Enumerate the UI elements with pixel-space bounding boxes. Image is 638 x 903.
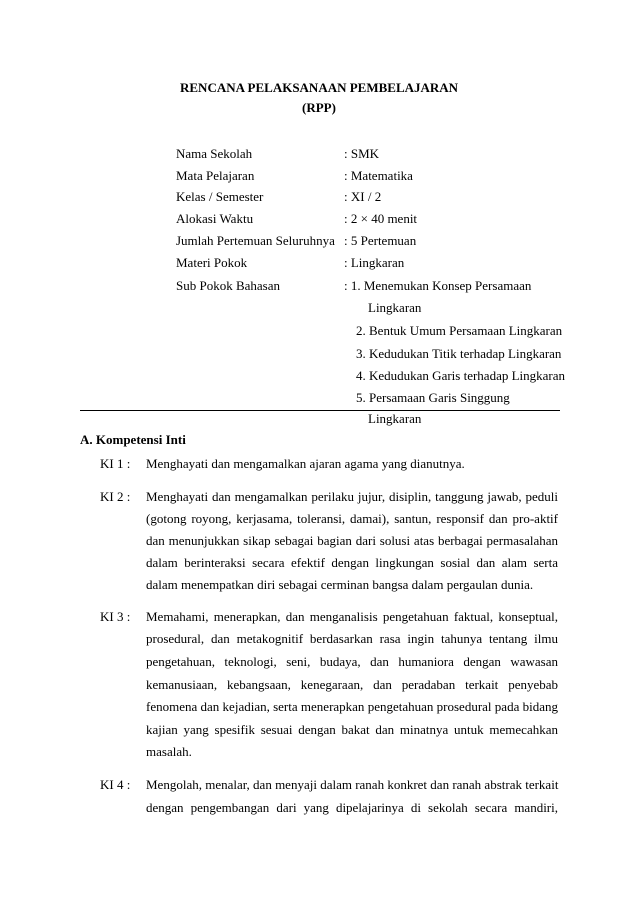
ki-text-line: dan menunjukkan sikap sebagai bagian dari solusi atas berbagai permasalahan (146, 533, 558, 548)
ki-text-line: dalam menempatkan diri sebagai cerminan bangsa dalam pergaulan dunia. (146, 577, 534, 592)
document-subtitle: (RPP) (302, 100, 336, 115)
subtopic-line: 4. Kedudukan Garis terhadap Lingkaran (356, 368, 566, 383)
ki-code: KI 2 : (100, 489, 131, 504)
identity-label: Mata Pelajaran (176, 168, 255, 183)
subtopic-line: 2. Bentuk Umum Persamaan Lingkaran (356, 323, 563, 338)
identity-row-time (176, 211, 576, 231)
identity-row-meetings (176, 233, 576, 253)
identity-row-topic (176, 255, 576, 275)
ki-text-line: Menghayati dan mengamalkan ajaran agama yang dianutnya. (146, 456, 465, 471)
subtopic-line: Lingkaran (368, 411, 422, 426)
identity-value: : Lingkaran (344, 255, 405, 270)
identity-label: Nama Sekolah (176, 146, 253, 161)
ki-text-line: Memahami, menerapkan, dan menganalisis pengetahuan faktual, konseptual, (146, 609, 558, 624)
ki-text-line: fenomena dan kejadian, serta menerapkan pengetahuan prosedural pada bidang (146, 699, 558, 714)
ki-text-line: pengetahuan, teknologi, seni, budaya, dan humaniora dengan wawasan (146, 654, 558, 669)
ki-text-line: Mengolah, menalar, dan menyaji dalam ranah konkret dan ranah abstrak terkait (146, 777, 559, 792)
identity-value: : 1. Menemukan Konsep Persamaan (344, 278, 532, 293)
ki-text-line: kemanusiaan, kebangsaan, kenegaraan, dan peradaban terkait penyebab (146, 677, 558, 692)
ki-text-line: dalam berinteraksi secara efektif dengan lingkungan sosial dan alam serta (146, 555, 558, 570)
subtopic-line: 5. Persamaan Garis Singgung (356, 390, 510, 405)
subtopic-line: Lingkaran (368, 300, 422, 315)
section-heading: A. Kompetensi Inti (80, 432, 186, 447)
ki-code: KI 1 : (100, 456, 131, 471)
subtopic-line: 3. Kedudukan Titik terhadap Lingkaran (356, 346, 562, 361)
ki-text-line: masalah. (146, 744, 192, 759)
identity-row-subtopic (176, 278, 576, 298)
ki-text-line: kajian yang spesifik sesuai dengan bakat dan minatnya untuk memecahkan (146, 722, 558, 737)
identity-value: : XI / 2 (344, 189, 382, 204)
identity-label: Alokasi Waktu (176, 211, 254, 226)
identity-label: Sub Pokok Bahasan (176, 278, 280, 293)
ki-code: KI 4 : (100, 777, 131, 792)
identity-label: Materi Pokok (176, 255, 248, 270)
identity-value: : 5 Pertemuan (344, 233, 417, 248)
identity-label: Kelas / Semester (176, 189, 264, 204)
divider-line (80, 410, 560, 411)
ki-text-line: prosedural, dan metakognitif berdasarkan rasa ingin tahunya tentang ilmu (146, 631, 558, 646)
identity-label: Jumlah Pertemuan Seluruhnya (176, 233, 335, 248)
ki-code: KI 3 : (100, 609, 131, 624)
identity-value: : Matematika (344, 168, 413, 183)
ki-text-line: (gotong royong, kerjasama, toleransi, damai), santun, responsif dan pro-aktif (146, 511, 558, 526)
identity-row-class (176, 189, 576, 209)
ki-text-line: dengan pengembangan dari yang dipelajarinya di sekolah secara mandiri, (146, 800, 558, 815)
identity-row-subject (176, 168, 576, 188)
document-title: RENCANA PELAKSANAAN PEMBELAJARAN (180, 80, 459, 95)
identity-row-school (176, 146, 576, 166)
ki-text-line: Menghayati dan mengamalkan perilaku jujur, disiplin, tanggung jawab, peduli (146, 489, 558, 504)
identity-value: : SMK (344, 146, 380, 161)
identity-value: : 2 × 40 menit (344, 211, 418, 226)
